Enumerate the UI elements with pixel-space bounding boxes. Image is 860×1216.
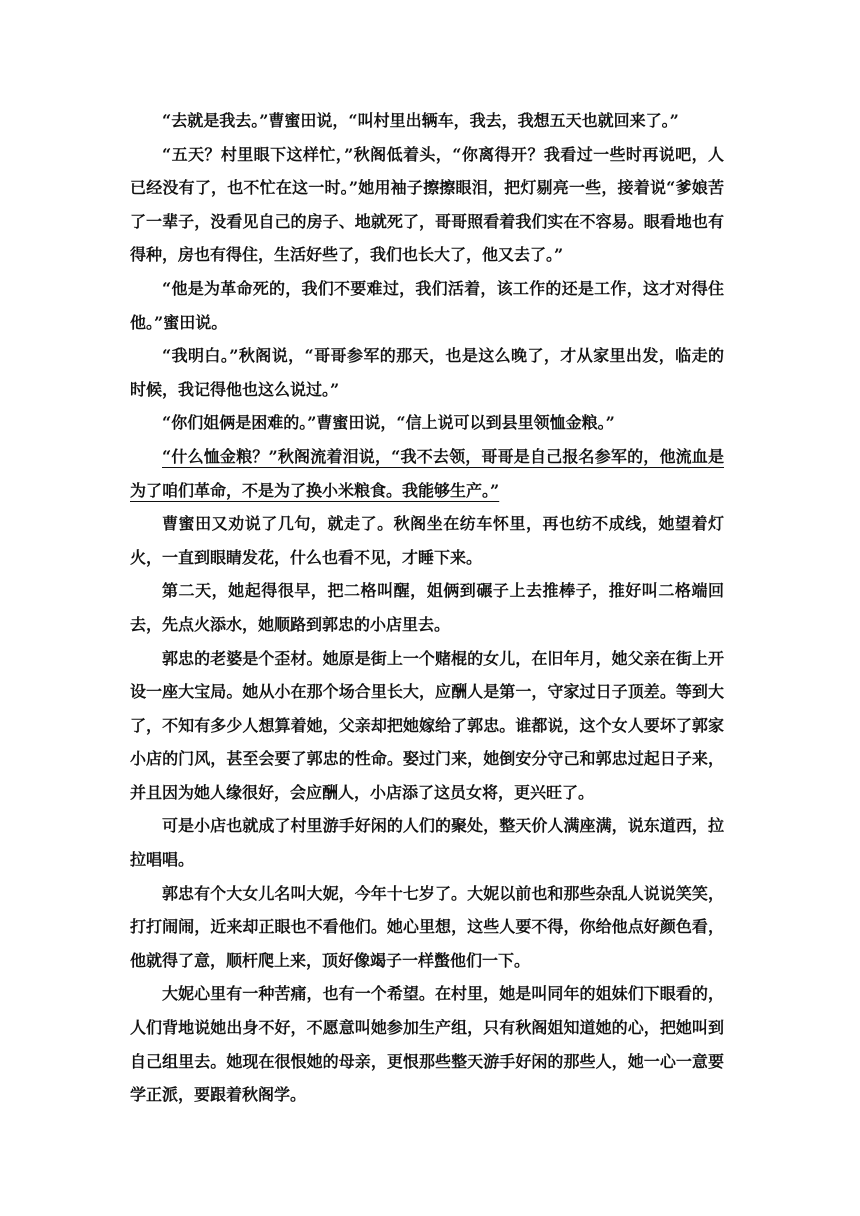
paragraph: “你们姐俩是困难的。”曹蜜田说，“信上说可以到县里领恤金粮。”	[162, 413, 615, 433]
document-page	[130, 104, 724, 1112]
paragraph: 曹蜜田又劝说了几句，就走了。秋阁坐在纺车怀里，再也纺不成线，她望着灯火，一直到眼睛发花，什么也看不见，才睡下来。	[130, 514, 724, 567]
paragraph: “他是为革命死的，我们不要难过，我们活着，该工作的还是工作，这才对得住他。”蜜田说。	[130, 278, 724, 332]
paragraph: 郭忠有个大女儿名叫大妮，今年十七岁了。大妮以前也和那些杂乱人说说笑笑，打打闹闹，近来却正眼也不看他们。她心里想，这些人要不得，你给他点好颜色看，他就得了意，顺杆爬上来，顶好像竭子一样蟞他们一下。	[130, 883, 724, 970]
paragraph: 大妮心里有一种苦痛，也有一个希望。在村里，她是叫同年的姐妹们下眼看的，人们背地说她出身不好，不愿意叫她参加生产组，只有秋阁姐知道她的心，把她叫到自己组里去。她现在很恨她的母亲，更恨那些整天游手好闲的那些人，她一心一意要学正派，要跟着秋阁学。	[130, 984, 724, 1105]
paragraph: 可是小店也就成了村里游手好闲的人们的聚处，整天价人满座满，说东道西，拉拉唱唱。	[130, 816, 724, 870]
underlined-paragraph: “什么恤金粮？”秋阁流着泪说，“我不去领，哥哥是自己报名参军的，他流血是为了咱们革命，不是为了换小米粮食。我能够生产。”	[130, 446, 724, 500]
paragraph: “我明白。”秋阁说，“哥哥参军的那天，也是这么晚了，才从家里出发，临走的时候，我记得他也这么说过。”	[130, 346, 724, 399]
paragraph: “去就是我去。”曹蜜田说，“叫村里出辆车，我去，我想五天也就回来了。”	[162, 111, 679, 130]
paragraph: “五天？村里眼下这样忙，”秋阁低着头，“你离得开？我看过一些时再说吧，人已经没有了，也不忙在这一时。”她用袖子擦擦眼泪，把灯剔亮一些，接着说“爹娘苦了一辈子，没看见自己的房子、地就死了，哥哥照看着我们实在不容易。眼看地也有得种，房也有得住，生活好些了，我们也长大了，他又去了。”	[130, 144, 724, 265]
paragraph: 郭忠的老婆是个歪材。她原是街上一个赌棍的女儿，在旧年月，她父亲在街上开设一座大宝局。她从小在那个场合里长大，应酬人是第一，守家过日子顶差。等到大了，不知有多少人想算着她，父亲却把她嫁给了郭忠。谁都说，这个女人要坏了郭家小店的门风，甚至会要了郭忠的性命。娶过门来，她倒安分守己和郭忠过起日子来，并且因为她人缘很好，会应酬人，小店添了这员女将，更兴旺了。	[130, 648, 724, 802]
paragraph: 第二天，她起得很早，把二格叫醒，姐俩到碾子上去推棒子，推好叫二格端回去，先点火添水，她顺路到郭忠的小店里去。	[130, 581, 724, 634]
